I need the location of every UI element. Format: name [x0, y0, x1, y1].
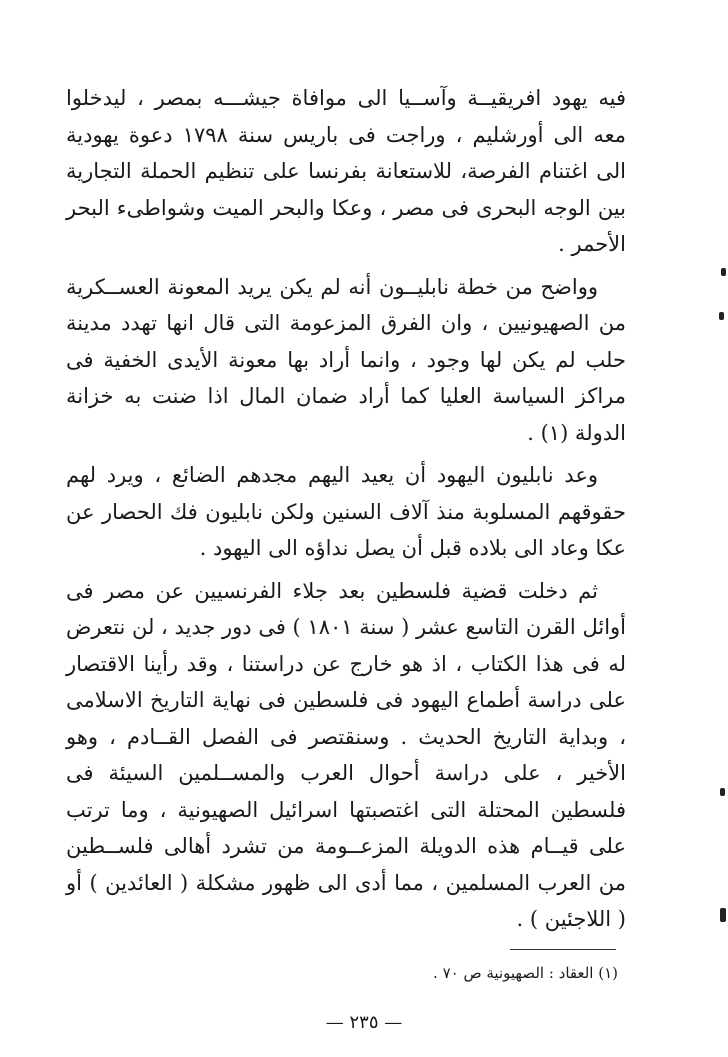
margin-speck: [720, 788, 725, 796]
body-text: [66, 80, 626, 938]
footnote: (١) العقاد : الصهيونية ص ٧٠ .: [433, 964, 618, 982]
margin-speck: [720, 908, 726, 922]
paragraph-1: فيه يهود افريقيــة وآســيا الى موافاة جيشـــه بمصر ، ليدخلوا معه الى أورشليم ، وراجت فى باريس سنة ١٧٩٨ دعوة يهودية الى اغتنام الفرصة، للاستعانة بفرنسا على تنظيم الحملة التجارية بين الوجه البحرى فى مصر ، وعكا والبحر الميت وشواطىء البحر الأحمر .: [66, 86, 627, 256]
page-number: — ٢٣٥ —: [325, 1012, 403, 1033]
margin-speck: [719, 312, 724, 320]
paragraph-3: وعد نابليون اليهود أن يعيد اليهم مجدهم الضائع ، ويرد لهم حقوقهم المسلوبة منذ آلاف السنين ولكن نابليون فك الحصار عن عكا وعاد الى بلاده قبل أن يصل نداؤه الى اليهود .: [66, 463, 626, 560]
margin-speck: [721, 268, 726, 276]
footnote-divider: [510, 949, 616, 950]
paragraph-4: ثم دخلت قضية فلسطين بعد جلاء الفرنسيين عن مصر فى أوائل القرن التاسع عشر ( سنة ١٨٠١ ) فى دور جديد ، لن نتعرض له فى هذا الكتاب ، اذ هو خارج عن دراستنا ، وقد رأينا الاقتصار على دراسة أطماع اليهود فى فلسطين فى نهاية التاريخ الاسلامى ، وبداية التاريخ الحديث . وسنقتصر فى الفصل القــادم ، وهو الأخير ، على دراسة أحوال العرب والمســلمين السيئة فى فلسطين المحتلة التى اغتصبتها اسرائيل الصهيونية ، وما ترتب على قيــام هذه الدويلة المزعــومة من تشرد أهالى فلســطين من العرب المسلمين ، مما أدى الى ظهور مشكلة ( العائدين ) أو ( اللاجئين ) .: [66, 578, 626, 931]
paragraph-2: وواضح من خطة نابليــون أنه لم يكن يريد المعونة العســكرية من الصهيونيين ، وان الفرق المزعومة التى قال انها تهدد مدينة حلب لم يكن لها وجود ، وانما أراد بها معونة الأيدى الخفية فى مراكز السياسة العليا كما أراد ضمان المال اذا ضنت به خزانة الدولة (١) .: [66, 274, 626, 445]
